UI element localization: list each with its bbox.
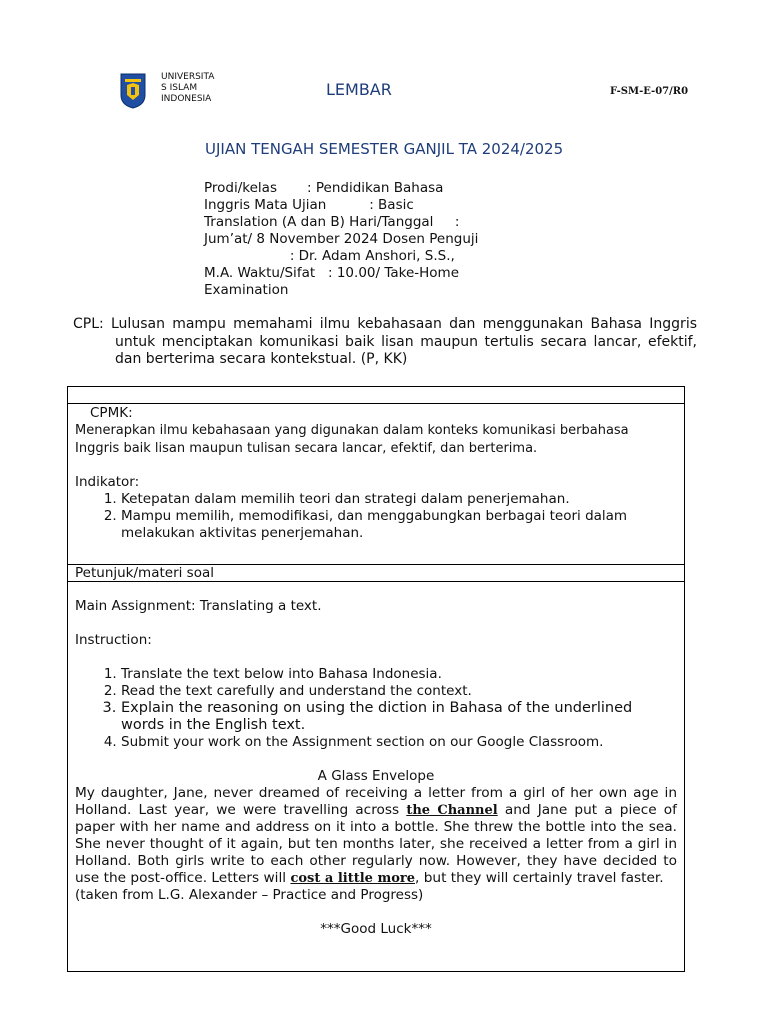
table-divider — [68, 581, 684, 582]
university-line: UNIVERSITA — [161, 72, 215, 82]
closing-text: ***Good Luck*** — [320, 921, 432, 937]
story-source: (taken from L.G. Alexander – Practice and Progress) — [75, 887, 424, 903]
list-item: 3. Explain the reasoning on using the diction in Bahasa of the underlined words in the English text. — [121, 700, 677, 734]
underlined-phrase: cost a little more — [290, 871, 415, 886]
info-line: Examination — [204, 282, 289, 298]
info-line: M.A. Waktu/Sifat : 10.00/ Take-Home — [204, 265, 459, 281]
main-assignment: Main Assignment: Translating a text. — [75, 598, 322, 614]
exam-info — [204, 180, 504, 299]
university-logo — [120, 73, 146, 109]
cpmk-cell — [75, 405, 677, 542]
info-line: Inggris Mata Ujian : Basic — [204, 197, 414, 213]
info-line: Jum’at/ 8 November 2024 Dosen Penguji — [204, 231, 479, 247]
instruction-list — [75, 666, 677, 751]
info-line: Prodi/kelas : Pendidikan Bahasa — [204, 180, 444, 196]
list-item: 1. Ketepatan dalam memilih teori dan strategi dalam penerjemahan. — [121, 491, 677, 508]
university-line: INDONESIA — [161, 94, 212, 104]
cpl-section — [73, 316, 697, 369]
story-segment: My daughter, Jane, never dreamed of receiving a letter from a girl of her own age in Holland. Last year, we were travelling across — [75, 785, 677, 818]
cpmk-text: Menerapkan ilmu kebahasaan yang digunakan dalam konteks komunikasi berbahasa Inggris baik lisan maupun tulisan secara lancar, efektif, dan berterima. — [75, 423, 629, 456]
cpmk-label: CPMK: — [90, 405, 133, 421]
list-item: 1. Translate the text below into Bahasa Indonesia. — [121, 666, 677, 683]
list-item: 4. Submit your work on the Assignment section on our Google Classroom. — [121, 734, 677, 751]
exam-title: UJIAN TENGAH SEMESTER GANJIL TA 2024/2025 — [205, 140, 564, 158]
indikator-list — [75, 491, 677, 542]
cpl-text: CPL: Lulusan mampu memahami ilmu kebahasaan dan menggunakan Bahasa Inggris untuk menciptakan komunikasi baik lisan maupun tertulis secara lancar, efektif, dan berterima secara kontekstual. (P, KK) — [73, 316, 697, 367]
story-text — [75, 785, 677, 887]
story-segment: and Jane put a piece of paper with her name and address on it into a bottle. She threw the bottle into the sea. She never thought of it again, but ten months later, she received a letter from a girl in Holland. Both girls write to each other regularly now. However, they have decided to use the post-office. Letters will — [75, 802, 678, 886]
form-code: F-SM-E-07/R0 — [610, 86, 689, 97]
instruction-label: Instruction: — [75, 632, 152, 648]
list-item: 2. Read the text carefully and understand the context. — [121, 683, 677, 700]
story-title: A Glass Envelope — [317, 768, 435, 784]
info-line: : Dr. Adam Anshori, S.S., — [204, 248, 455, 264]
table-divider — [68, 403, 684, 404]
assignment-cell — [75, 598, 677, 938]
form-title: LEMBAR — [326, 80, 392, 99]
story-segment: , but they will certainly travel faster. — [415, 870, 664, 886]
indikator-label: Indikator: — [75, 474, 140, 490]
underlined-phrase: the Channel — [406, 803, 498, 818]
info-line: Translation (A dan B) Hari/Tanggal : — [204, 214, 460, 230]
university-name — [161, 72, 221, 105]
list-item: 2. Mampu memilih, memodifikasi, dan menggabungkan berbagai teori dalam melakukan aktivitas penerjemahan. — [121, 508, 677, 542]
exam-table — [67, 386, 685, 972]
university-line: S ISLAM — [161, 83, 198, 93]
petunjuk-label: Petunjuk/materi soal — [75, 565, 214, 581]
